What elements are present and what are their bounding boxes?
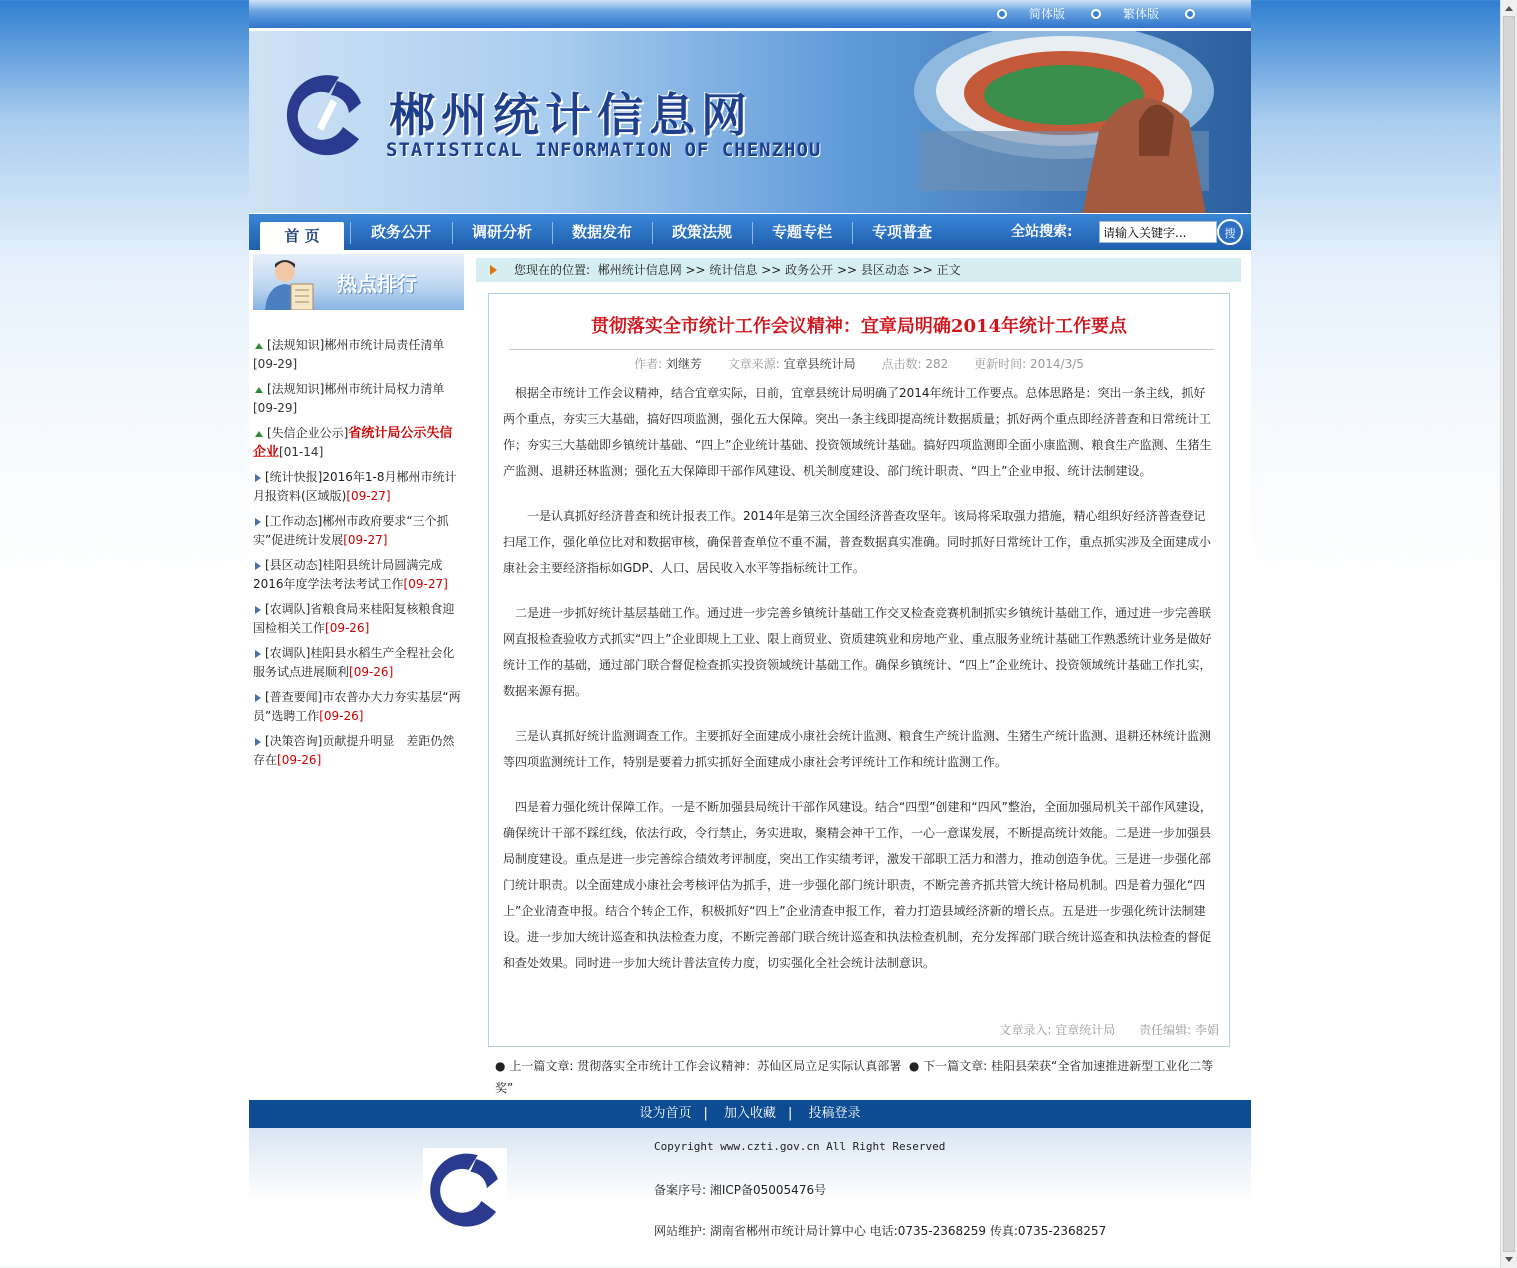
list-item[interactable] — [253, 512, 464, 550]
list-item-date: [09-26] — [277, 753, 322, 767]
list-item[interactable] — [253, 380, 464, 418]
list-item[interactable] — [253, 336, 464, 374]
stadium-image — [899, 31, 1229, 213]
hits-label: 点击数: — [881, 357, 922, 371]
site-title: 郴州统计信息网 — [389, 88, 753, 142]
breadcrumb-path[interactable]: 郴州统计信息网 >> 统计信息 >> 政务公开 >> 县区动态 >> 正文 — [597, 263, 961, 277]
scroll-thumb[interactable] — [1503, 16, 1515, 1252]
bullet-icon — [997, 9, 1007, 19]
scroll-down-icon[interactable] — [1505, 1257, 1513, 1262]
list-item-date: [09-29] — [253, 357, 298, 371]
nav-census[interactable]: 专项普查 — [871, 223, 932, 241]
bullet-icon: ● — [908, 1059, 920, 1073]
divider — [509, 349, 1214, 350]
list-item[interactable] — [253, 468, 464, 506]
arrow-right-icon — [255, 474, 261, 482]
arrow-up-icon — [255, 343, 263, 349]
vertical-scrollbar[interactable] — [1500, 0, 1517, 1268]
article-footer — [999, 1021, 1219, 1038]
entry-label: 文章录入: — [999, 1023, 1052, 1037]
list-item[interactable] — [253, 600, 464, 638]
list-item-title[interactable]: [工作动态]郴州市政府要求“三个抓实”促进统计发展 — [253, 514, 449, 547]
entry-value: 宜章统计局 — [1055, 1023, 1116, 1037]
arrow-right-icon — [490, 265, 497, 275]
list-item-date: [09-27] — [346, 489, 391, 503]
list-item[interactable] — [253, 688, 464, 726]
list-item-title[interactable]: [农调队]省粮食局来桂阳复核粮食迎国检相关工作 — [253, 602, 455, 635]
list-item[interactable] — [253, 732, 464, 770]
list-item-title[interactable]: [统计快报]2016年1-8月郴州市统计月报资料(区域版) — [253, 470, 457, 503]
sidebar-title: 热点排行 — [337, 272, 417, 296]
prev-article-link[interactable]: 贯彻落实全市统计工作会议精神：苏仙区局立足实际认真部署 — [577, 1059, 902, 1073]
traditional-link[interactable]: 繁体版 — [1123, 7, 1160, 21]
list-item[interactable] — [253, 556, 464, 594]
editor-value: 李娟 — [1194, 1023, 1219, 1037]
list-item-title[interactable]: 省统计局公示失信企业 — [253, 426, 453, 460]
sidebar-hot-ranking — [253, 254, 464, 774]
list-item-date: [01-14] — [279, 445, 324, 459]
scroll-up-icon[interactable] — [1505, 6, 1513, 11]
source-value: 宜章县统计局 — [783, 357, 856, 371]
simplified-link[interactable]: 简体版 — [1029, 7, 1066, 21]
editor-label: 责任编辑: — [1139, 1023, 1192, 1037]
main-nav — [249, 214, 1251, 250]
list-item-date: [09-26] — [319, 709, 364, 723]
top-bar — [249, 0, 1251, 28]
list-item-date: [09-27] — [343, 533, 388, 547]
list-item[interactable] — [253, 644, 464, 682]
list-item[interactable] — [253, 424, 464, 462]
maintainer-text: 网站维护: 湖南省郴州市统计局计算中心 电话:0735-2368259 传真:0735-2368257 — [654, 1224, 1107, 1238]
arrow-right-icon — [255, 518, 261, 526]
article-title: 贯彻落实全市统计工作会议精神：宜章局明确2014年统计工作要点 — [590, 316, 1128, 337]
footer-links: 设为首页 | 加入收藏 | 投稿登录 — [249, 1100, 1251, 1128]
copyright-text: Copyright www.czti.gov.cn All Right Reserved — [654, 1140, 946, 1153]
nav-special-topics[interactable]: 专题专栏 — [771, 223, 832, 241]
arrow-right-icon — [255, 562, 261, 570]
arrow-right-icon — [255, 606, 261, 614]
bullet-icon: ● — [495, 1059, 506, 1073]
search-label: 全站搜索: — [1011, 224, 1073, 240]
icp-text: 备案序号: 湘ICP备05005476号 — [654, 1183, 827, 1197]
arrow-right-icon — [255, 650, 261, 658]
list-item-date: [09-29] — [253, 401, 298, 415]
nav-research[interactable]: 调研分析 — [471, 223, 532, 241]
list-item-title[interactable]: [法规知识]郴州市统计局权力清单 — [267, 382, 445, 396]
article-paragraph: 三是认真抓好统计监测调查工作。主要抓好全面建成小康社会统计监测、粮食生产统计监测、生猪生产统计监测、退耕还林统计监测等四项监测统计工作，特别是要着力抓实抓好全面建成小康社会考评统计工作和统计监测工作。 — [503, 729, 1212, 769]
article-box — [488, 293, 1230, 1047]
next-label: 下一篇文章: — [923, 1059, 988, 1073]
updated-label: 更新时间: — [974, 357, 1027, 371]
sidebar-header — [253, 254, 464, 310]
updated-value: 2014/3/5 — [1030, 357, 1084, 371]
add-favorite-link[interactable]: 加入收藏 — [723, 1106, 776, 1121]
footer-info — [249, 1128, 1251, 1250]
article-paragraph: 四是着力强化统计保障工作。一是不断加强县局统计干部作风建设。结合“四型”创建和“四风”整治，全面加强局机关干部作风建设，确保统计干部不踩红线，依法行政，令行禁止，务实进取，聚精会神干工作，一心一意谋发展，不断提高统计效能。二是进一步加强县局制度建设。重点是进一步完善综合绩效考评制度，突出工作实绩考评，激发干部职工活力和潜力，推动创造争优。三是进一步强化部门统计职责。以全面建成小康社会考核评估为抓手，进一步强化部门统计职责，不断完善齐抓共管大统计格局机制。四是着力强化“四上”企业清查申报。结合个转企工作，积极抓好“四上”企业清查申报工作，着力打造县域经济新的增长点。五是进一步强化统计法制建设。进一步加大统计巡查和执法检查力度，不断完善部门联合统计巡查和执法检查机制，充分发挥部门联合统计巡查和执法检查的督促和查处效果。同时进一步加大统计普法宣传力度，切实强化全社会统计法制意识。 — [503, 800, 1212, 970]
list-item-date: [09-27] — [403, 577, 448, 591]
list-item-title[interactable]: [决策咨询]贡献提升明显 差距仍然存在 — [253, 734, 455, 767]
author-label: 作者: — [634, 357, 663, 371]
nav-data-release[interactable]: 数据发布 — [571, 223, 632, 241]
site-subtitle: STATISTICAL INFORMATION OF CHENZHOU — [386, 139, 822, 161]
arrow-right-icon — [255, 694, 261, 702]
article-body — [503, 380, 1215, 995]
next-article-link[interactable]: 桂阳县荣获“全省加速推进新型工业化二等奖” — [495, 1059, 1214, 1095]
person-avatar-icon — [261, 258, 321, 310]
prev-next-nav — [495, 1055, 1223, 1099]
nav-home[interactable]: 首 页 — [260, 222, 344, 250]
list-item-date: [09-26] — [349, 665, 394, 679]
footer-logo-icon — [421, 1148, 509, 1232]
article-paragraph: 根据全市统计工作会议精神，结合宜章实际，日前，宜章县统计局明确了2014年统计工作要点。总体思路是：突出一条主线，抓好两个重点，夯实三大基础，搞好四项监测，强化五大保障。突出一条主线即提高统计数据质量；抓好两个重点即经济普查和日常统计工作；夯实三大基础即乡镇统计基础、“四上”企业统计基础、投资领域统计基础。搞好四项监测即全面小康监测、粮食生产监测、生猪生产监测、退耕还林监测；强化五大保障即干部作风建设、机关制度建设、部门统计职责、“四上”企业申报、统计法制建设。 — [503, 386, 1212, 478]
hot-list — [253, 336, 464, 776]
nav-policies[interactable]: 政策法规 — [671, 223, 732, 241]
list-item-title[interactable]: [农调队]桂阳县水稻生产全程社会化服务试点进展顺利 — [253, 646, 455, 679]
bullet-icon — [1091, 9, 1101, 19]
article-paragraph: 二是进一步抓好统计基层基础工作。通过进一步完善乡镇统计基础工作交叉检查竞赛机制抓实乡镇统计基础工作，通过进一步完善联网直报检查验收方式抓实“四上”企业即规上工业、限上商贸业、资质建筑业和房地产业、重点服务业统计基础工作熟悉统计业务是做好统计工作的基础，通过部门联合督促检查抓实投资领域统计基础工作。确保乡镇统计、“四上”企业统计、投资领域统计基础工作扎实，数据来源有据。 — [503, 606, 1212, 698]
prev-label: 上一篇文章: — [509, 1059, 574, 1073]
site-logo-icon — [279, 69, 371, 161]
page-container — [249, 0, 1251, 1250]
arrow-up-icon — [255, 431, 263, 437]
article-meta — [489, 355, 1229, 372]
nav-government-affairs[interactable]: 政务公开 — [370, 223, 431, 241]
arrow-right-icon — [255, 738, 261, 746]
breadcrumb-label: 您现在的位置: — [514, 263, 591, 277]
search-input[interactable] — [1099, 221, 1217, 243]
article-paragraph: 一是认真抓好经济普查和统计报表工作。2014年是第三次全国经济普查攻坚年。该局将采取强力措施，精心组织好经济普查登记扫尾工作，强化单位比对和数据审核，确保普查单位不重不漏，普查数据真实准确。同时抓好日常统计工作，重点抓实涉及全面建成小康社会主要经济指标如GDP、人口、居民收入水平等指标统计工作。 — [503, 509, 1212, 575]
hits-value: 282 — [925, 357, 949, 371]
list-item-title[interactable]: [县区动态]桂阳县统计局圆满完成2016年度学法考法考试工作 — [253, 558, 443, 591]
breadcrumb-text[interactable] — [514, 258, 961, 282]
bullet-icon — [1185, 9, 1195, 19]
list-item-title[interactable]: [普查要闻]市农普办大力夯实基层“两员”选聘工作 — [253, 690, 461, 723]
set-homepage-link[interactable]: 设为首页 — [639, 1106, 692, 1121]
breadcrumb — [476, 258, 1241, 282]
submit-login-link[interactable]: 投稿登录 — [808, 1106, 861, 1121]
author-value: 刘继芳 — [665, 357, 702, 371]
arrow-up-icon — [255, 387, 263, 393]
list-item-date: [09-26] — [325, 621, 370, 635]
source-label: 文章来源: — [727, 357, 780, 371]
header-banner — [249, 31, 1251, 213]
list-item-category[interactable]: [失信企业公示] — [267, 426, 349, 440]
list-item-title[interactable]: [法规知识]郴州市统计局责任清单 — [267, 338, 445, 352]
search-button[interactable]: 搜 — [1217, 219, 1243, 245]
